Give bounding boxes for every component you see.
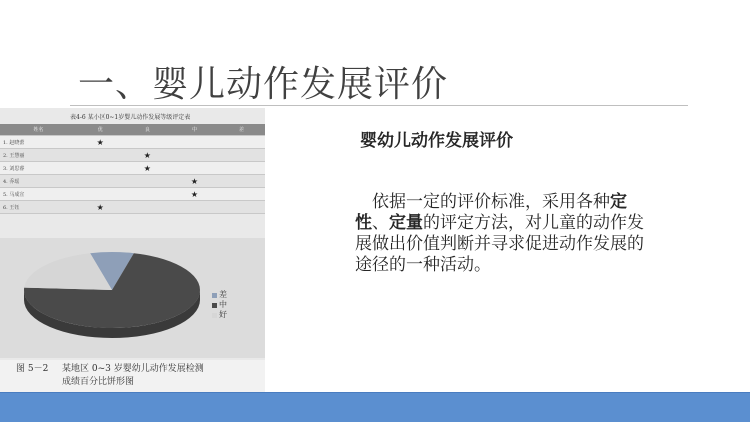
figure-caption-line1: 某地区 0~3 岁婴幼儿动作发展检测 (62, 364, 204, 374)
legend-swatch (212, 313, 217, 318)
table-header-cell: 差 (218, 124, 265, 136)
table-cell-grade (124, 175, 171, 188)
table-cell-name: 5. 马成宣 (0, 188, 77, 201)
table-cell-grade (124, 188, 171, 201)
table-header-cell: 优 (77, 124, 124, 136)
table-cell-grade (171, 162, 218, 175)
pie-legend (212, 290, 227, 320)
table-cell-grade (124, 136, 171, 149)
table-cell-grade: ★ (124, 149, 171, 162)
keyword-quantitative: 定量 (389, 213, 423, 233)
legend-entry (212, 310, 227, 320)
para-text-1: 依据一定的评价标准，采用各种 (372, 192, 610, 212)
table-row (0, 136, 265, 149)
legend-entry (212, 300, 227, 310)
table-cell-name: 1. 赵晓蕾 (0, 136, 77, 149)
grade-table (0, 124, 265, 214)
table-cell-name: 2. 王慧丽 (0, 149, 77, 162)
table-cell-grade (77, 175, 124, 188)
legend-swatch (212, 303, 217, 308)
legend-label: 中 (219, 300, 227, 309)
table-cell-grade: ★ (77, 201, 124, 214)
legend-label: 好 (219, 310, 227, 319)
table-row (0, 162, 265, 175)
table-header-row (0, 124, 265, 136)
table-header-cell: 姓名 (0, 124, 77, 136)
para-text-2: 、 (372, 213, 389, 233)
pie-chart-area (0, 238, 265, 358)
table-cell-grade (218, 149, 265, 162)
table-cell-grade (171, 136, 218, 149)
table-cell-grade (218, 188, 265, 201)
section-heading: 婴幼儿动作发展评价 (360, 131, 513, 151)
table-cell-grade: ★ (171, 175, 218, 188)
table-cell-grade (218, 201, 265, 214)
figure-caption (0, 360, 265, 392)
table-cell-grade (218, 175, 265, 188)
legend-entry (212, 290, 227, 300)
table-cell-grade: ★ (77, 136, 124, 149)
definition-paragraph (355, 192, 655, 276)
table-row (0, 175, 265, 188)
table-cell-name: 6. 王钰 (0, 201, 77, 214)
table-header-cell: 良 (124, 124, 171, 136)
table-cell-grade (77, 188, 124, 201)
legend-label: 差 (219, 290, 227, 299)
table-cell-grade: ★ (124, 162, 171, 175)
title-divider (70, 105, 688, 106)
legend-swatch (212, 293, 217, 298)
keyword-qualitative: 定性 (355, 192, 627, 233)
table-cell-grade (218, 162, 265, 175)
table-cell-grade (171, 149, 218, 162)
table-cell-grade (218, 136, 265, 149)
table-row (0, 149, 265, 162)
slide-title: 一、婴儿动作发展评价 (78, 64, 449, 105)
table-cell-name: 4. 乔瑶 (0, 175, 77, 188)
table-header-cell: 中 (171, 124, 218, 136)
footer-band (0, 392, 750, 422)
table-row (0, 188, 265, 201)
table-cell-grade: ★ (171, 188, 218, 201)
table-cell-grade (171, 201, 218, 214)
figure-caption-line2: 成绩百分比饼形图 (62, 377, 135, 387)
para-text-3: 的评定方法，对儿童的动作发展做出价值判断并寻求促进动作发展的途径的一种活动。 (355, 213, 644, 275)
scanned-figure (0, 108, 265, 392)
figure-number: 图 5－2 (16, 364, 49, 374)
table-cell-name: 3. 刘思睿 (0, 162, 77, 175)
table-cell-grade (77, 162, 124, 175)
table-body (0, 136, 265, 214)
table-caption: 表4-6 某小区0~1岁婴儿动作发展等级评定表 (70, 114, 191, 121)
table-cell-grade (77, 149, 124, 162)
table-row (0, 201, 265, 214)
table-cell-grade (124, 201, 171, 214)
